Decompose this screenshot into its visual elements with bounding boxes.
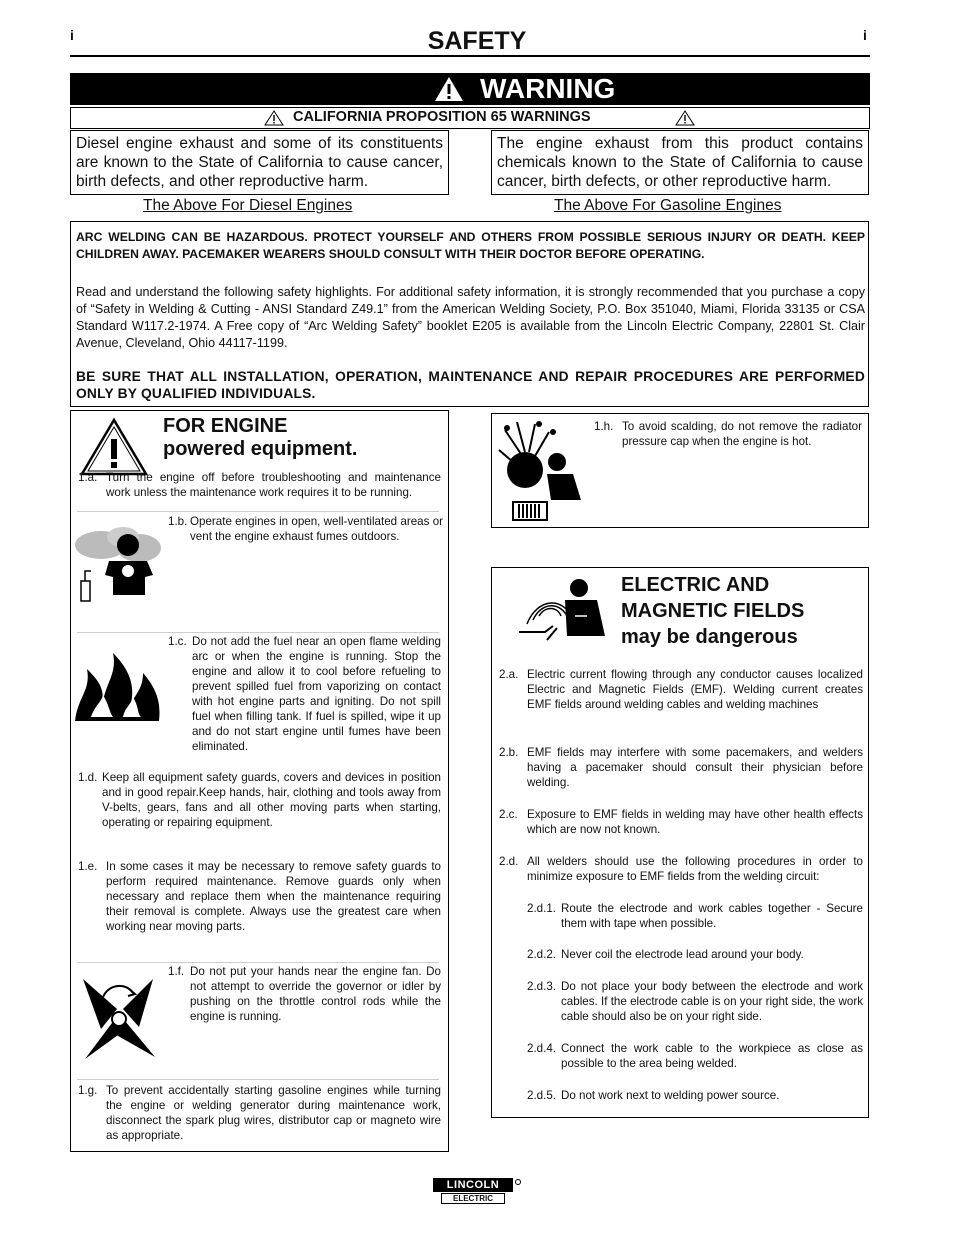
gasoline-caption: The Above For Gasoline Engines bbox=[554, 197, 782, 214]
warning-triangle-icon bbox=[434, 76, 464, 102]
scalding-steam-icon bbox=[495, 418, 585, 523]
engine-section bbox=[70, 410, 449, 1152]
intro-paragraph: Read and understand the following safety highlights. For additional safety information, it is strongly recommended that you purchase a copy of “Safety in Welding & Cutting - ANSI Standard Z49.1” from the American Welding Society, P.O. Box 351040, Miami, Florida 33135 or CSA Standard W117.2-1974. A Free copy of “Arc Welding Safety” booklet E205 is available from the Lincoln Electric Company, 22801 St. Clair Avenue, Cleveland, Ohio 44117-1199. bbox=[76, 285, 865, 350]
warning-triangle-icon bbox=[675, 110, 695, 126]
list-item: 1.d. Keep all equipment safety guards, covers and devices in position and in good repair.Keep hands, hair, clothing and tools away from V-belts, gears, fans and all other moving parts when starting, operating or repairing equipment. bbox=[78, 771, 441, 829]
divider bbox=[77, 1079, 439, 1080]
emf-heading: ELECTRIC AND MAGNETIC FIELDS may be dangerous bbox=[621, 574, 805, 648]
list-item: 2.d.1. Route the electrode and work cables together - Secure them with tape when possible. bbox=[527, 902, 863, 930]
list-item: 1.g. To prevent accidentally starting gasoline engines while turning the engine or welding generator during maintenance work, disconnect the spark plug wires, distributor cap or magneto wire as appropriate. bbox=[78, 1084, 441, 1142]
prop65-title: CALIFORNIA PROPOSITION 65 WARNINGS bbox=[293, 109, 591, 125]
diesel-caption: The Above For Diesel Engines bbox=[143, 197, 353, 214]
exhaust-fumes-icon bbox=[73, 523, 163, 608]
emf-section bbox=[491, 567, 869, 1118]
gasoline-warning-box: The engine exhaust from this product contains chemicals known to the State of California to cause cancer, birth defects, or other reproductive harm. bbox=[491, 130, 869, 195]
list-item: 1.f. Do not put your hands near the engine fan. Do not attempt to override the governor or idler by pushing on the throttle control rods while the engine is running. bbox=[168, 965, 441, 1023]
list-item: 2.d.5. Do not work next to welding power source. bbox=[527, 1089, 780, 1102]
warning-triangle-icon bbox=[264, 110, 284, 126]
divider bbox=[77, 632, 439, 633]
list-item: 2.d.2. Never coil the electrode lead around your body. bbox=[527, 948, 804, 961]
list-item: 1.e. In some cases it may be necessary to remove safety guards to perform required maintenance. Remove guards only when necessary and replace them when the maintenance requiring their removal is complete. Always use the greatest care when working near moving parts. bbox=[78, 860, 441, 933]
warning-title: WARNING bbox=[480, 73, 616, 104]
list-item: 1.b. Operate engines in open, well-ventilated areas or vent the engine exhaust fumes outdoors. bbox=[168, 515, 443, 543]
prop65-banner bbox=[70, 107, 870, 129]
fire-icon bbox=[73, 651, 163, 725]
intro-qualified-statement: BE SURE THAT ALL INSTALLATION, OPERATION, MAINTENANCE AND REPAIR PROCEDURES ARE PERFORMED ONLY BY QUALIFIED INDIVIDUALS. bbox=[76, 369, 865, 401]
divider bbox=[77, 962, 439, 963]
warning-banner bbox=[70, 73, 870, 105]
list-item: 2.d. All welders should use the following procedures in order to minimize exposure to EMF fields from the welding circuit: bbox=[499, 855, 863, 883]
list-item: 2.c. Exposure to EMF fields in welding may have other health effects which are now not known. bbox=[499, 808, 863, 836]
divider bbox=[77, 511, 439, 512]
page-number-left: i bbox=[70, 27, 74, 43]
registered-mark-icon bbox=[515, 1179, 521, 1185]
radiator-warning-box bbox=[491, 413, 869, 528]
engine-heading: FOR ENGINE bbox=[163, 415, 288, 437]
welder-emf-icon bbox=[517, 576, 612, 646]
engine-subheading: powered equipment. bbox=[163, 438, 358, 460]
diesel-warning-box: Diesel engine exhaust and some of its constituents are known to the State of California to cause cancer, birth defects, and other reproductive harm. bbox=[70, 130, 449, 195]
intro-box bbox=[70, 221, 869, 407]
list-item: 2.d.3. Do not place your body between the electrode and work cables. If the electrode cable is on your right side, the work cable should also be on your right side. bbox=[527, 980, 863, 1023]
title-rule bbox=[70, 55, 870, 57]
list-item: 1.a. Turn the engine off before troubleshooting and maintenance work unless the maintenance work requires it to be running. bbox=[78, 471, 441, 499]
lincoln-electric-logo: LINCOLN ELECTRIC bbox=[433, 1178, 525, 1206]
page-number-right: i bbox=[863, 27, 867, 43]
list-item: 1.h. To avoid scalding, do not remove the radiator pressure cap when the engine is hot. bbox=[594, 420, 862, 448]
list-item: 2.a. Electric current flowing through any conductor causes localized Electric and Magnetic Fields (EMF). Welding current creates EMF fields around welding cables and welding machines bbox=[499, 668, 863, 711]
warning-triangle-icon bbox=[79, 417, 149, 477]
list-item: 2.d.4. Connect the work cable to the workpiece as close as possible to the area being welded. bbox=[527, 1042, 863, 1070]
page-title: SAFETY bbox=[427, 27, 527, 55]
list-item: 2.b. EMF fields may interfere with some pacemakers, and welders having a pacemaker should consult their physician before welding. bbox=[499, 746, 863, 789]
intro-hazard-statement: ARC WELDING CAN BE HAZARDOUS. PROTECT YOURSELF AND OTHERS FROM POSSIBLE SERIOUS INJURY OR DEATH. KEEP CHILDREN AWAY. PACEMAKER WEARERS SHOULD CONSULT WITH THEIR DOCTOR BEFORE OPERATING. bbox=[76, 230, 865, 261]
fan-hazard-icon bbox=[73, 969, 163, 1069]
list-item: 1.c. Do not add the fuel near an open flame welding arc or when the engine is running. Stop the engine and allow it to cool before refueling to prevent spilled fuel from vaporizing on contact with hot engine parts and igniting. Do not spill fuel when filling tank. If fuel is spilled, wipe it up and do not start engine until fumes have been eliminated. bbox=[168, 635, 441, 753]
